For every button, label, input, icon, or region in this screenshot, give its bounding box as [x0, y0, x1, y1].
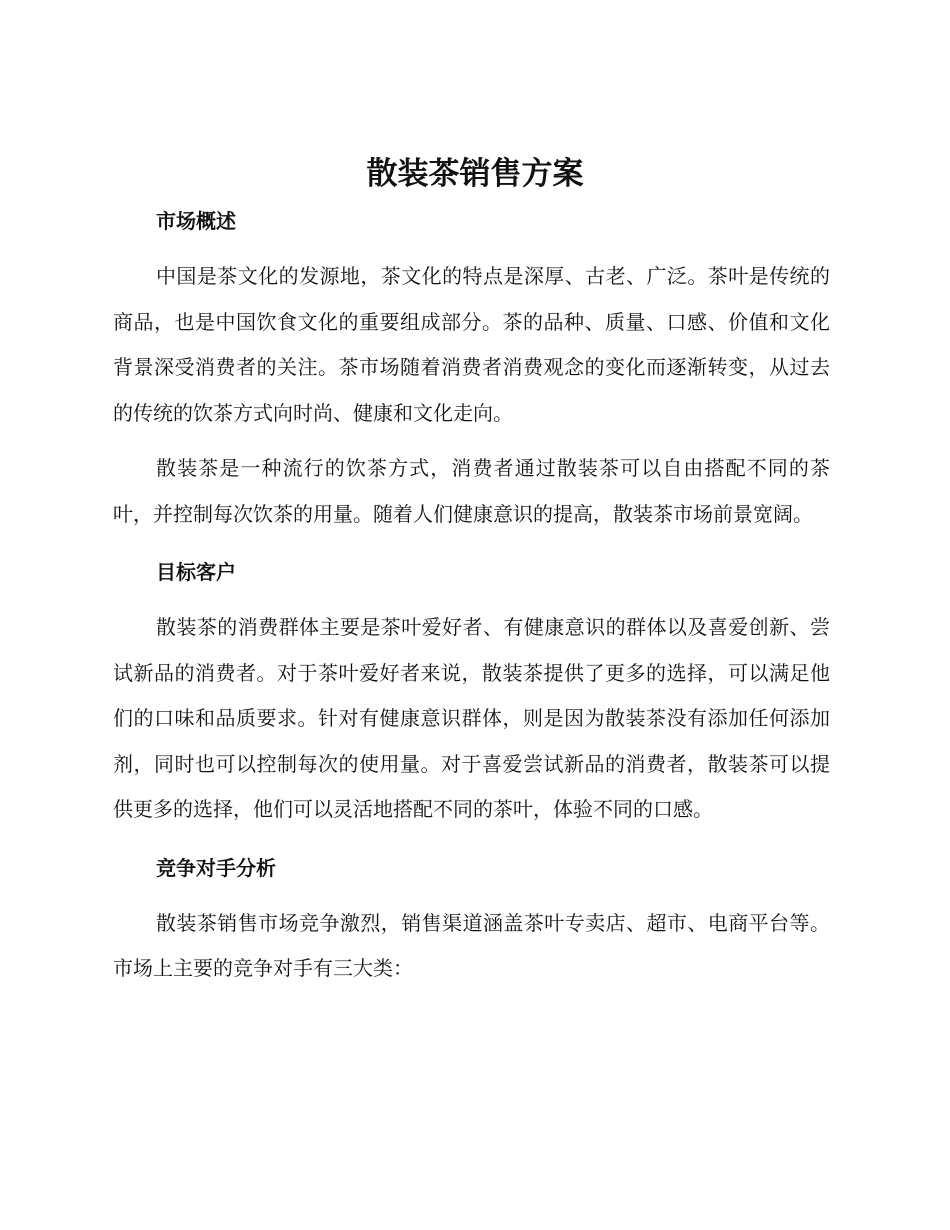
- paragraph-market-overview-1: 中国是茶文化的发源地，茶文化的特点是深厚、古老、广泛。茶叶是传统的商品，也是中国饮食文化的重要组成部分。茶的品种、质量、口感、价值和文化背景深受消费者的关注。茶市场随着消费者消费观念的变化而逐渐转变，从过去的传统的饮茶方式向时尚、健康和文化走向。: [113, 264, 830, 425]
- section-heading-target-customers: 目标客户: [156, 560, 236, 584]
- section-heading-competitor-analysis: 竞争对手分析: [156, 855, 276, 880]
- document-title: 散装茶销售方案: [366, 156, 584, 192]
- paragraph-competitor-analysis-1: 散装茶销售市场竞争激烈，销售渠道涵盖茶叶专卖店、超市、电商平台等。市场上主要的竞争对手有三大类：: [113, 910, 830, 980]
- paragraph-market-overview-2: 散装茶是一种流行的饮茶方式，消费者通过散装茶可以自由搭配不同的茶叶，并控制每次饮茶的用量。随着人们健康意识的提高，散装茶市场前景宽阔。: [113, 456, 830, 526]
- document-body: [113, 198, 830, 992]
- section-heading-market-overview: 市场概述: [156, 209, 236, 233]
- paragraph-target-customers-1: 散装茶的消费群体主要是茶叶爱好者、有健康意识的群体以及喜爱创新、尝试新品的消费者。对于茶叶爱好者来说，散装茶提供了更多的选择，可以满足他们的口味和品质要求。针对有健康意识群体，则是因为散装茶没有添加任何添加剂，同时也可以控制每次的使用量。对于喜爱尝试新品的消费者，散装茶可以提供更多的选择，他们可以灵活地搭配不同的茶叶，体验不同的口感。: [113, 615, 830, 821]
